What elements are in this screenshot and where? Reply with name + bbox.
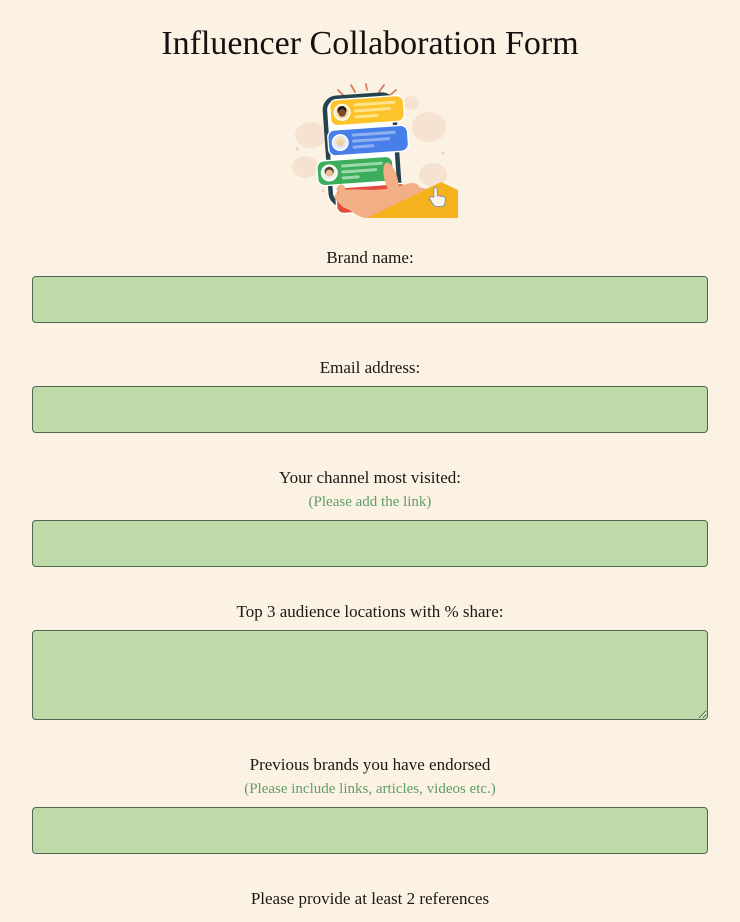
email-input[interactable] (32, 386, 708, 433)
form-field-previous-brands (32, 755, 708, 854)
channel-hint: (Please add the link) (308, 494, 432, 510)
audience-locations-label: Top 3 audience locations with % share: (236, 602, 504, 621)
channel-link-input[interactable] (32, 520, 708, 567)
brand-name-input[interactable] (32, 276, 708, 323)
references-label: Please provide at least 2 references (250, 889, 490, 908)
audience-locations-textarea[interactable] (32, 630, 708, 720)
form-field-brand-name (32, 248, 708, 323)
previous-brands-hint: (Please include links, articles, videos etc.) (244, 781, 496, 797)
email-label: Email address: (319, 358, 421, 377)
previous-brands-input[interactable] (32, 807, 708, 854)
previous-brands-label: Previous brands you have endorsed (249, 755, 491, 774)
form-field-references (32, 889, 708, 909)
brand-name-label: Brand name: (326, 248, 414, 267)
form-field-audience-locations (32, 602, 708, 720)
influencer-collaboration-form (0, 248, 740, 909)
hand-holding-phone-chat-illustration (283, 83, 458, 218)
page-title: Influencer Collaboration Form (161, 25, 579, 62)
form-field-email (32, 358, 708, 433)
channel-label: Your channel most visited: (279, 468, 461, 487)
form-field-channel (32, 468, 708, 567)
